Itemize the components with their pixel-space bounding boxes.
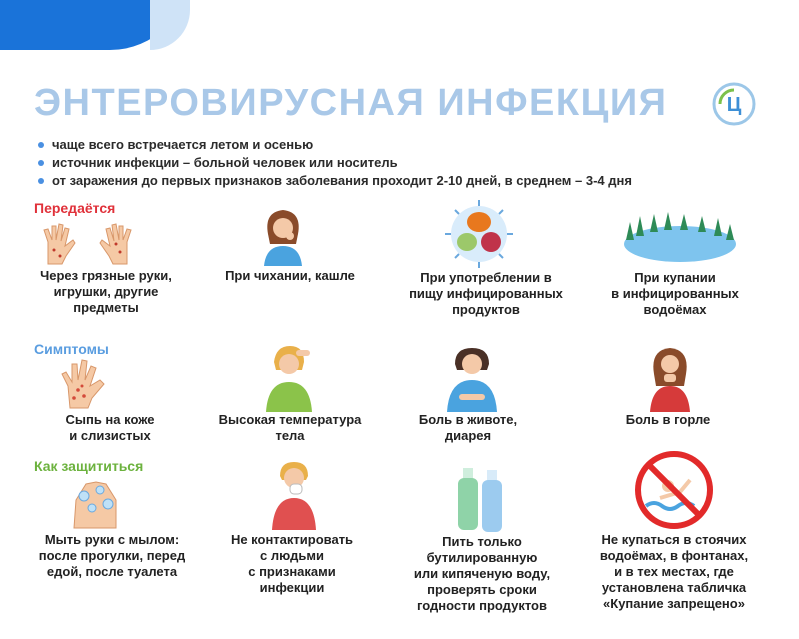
symptom-stomach-caption: Боль в животе, диарея: [418, 412, 518, 443]
protect-wash-caption: Мыть руки с мылом: после прогулки, перед едой, после туалета: [38, 532, 186, 579]
sore-throat-person-icon: [648, 344, 692, 412]
transmit-water-caption: При купании в инфицированных водоёмах: [611, 270, 739, 317]
symptom-rash-caption: Сыпь на коже и слизистых: [65, 412, 155, 443]
transmit-food-caption: При употреблении в пищу инфицированных продуктов: [409, 270, 563, 317]
corner-decoration-accent: [150, 0, 190, 50]
sneezing-person-icon: [260, 204, 306, 266]
section-transmit-label: Передаётся: [34, 200, 116, 216]
transmit-hands-caption: Через грязные руки, игрушки, другие предметы: [40, 268, 172, 315]
symptom-throat-caption: Боль в горле: [625, 412, 711, 427]
fever-person-icon: [262, 342, 318, 412]
section-protect-label: Как защититься: [34, 458, 144, 474]
protect-water-caption: Пить только бутилированную или кипяченую воду, проверять сроки годности продуктов: [413, 534, 551, 613]
logo-icon: [710, 80, 758, 128]
fact-item: чаще всего встречается летом и осенью: [38, 136, 632, 154]
fact-list: [38, 136, 632, 190]
water-bottles-icon: [452, 462, 510, 534]
stomach-pain-person-icon: [445, 344, 499, 412]
transmit-sneeze-caption: При чихании, кашле: [225, 268, 355, 283]
protect-swim-caption: Не купаться в стоячих водоёмах, в фонтанах, и в тех местах, где установлена табличка «Купание запрещено»: [599, 532, 749, 611]
page-title: ЭНТЕРОВИРУСНАЯ ИНФЕКЦИЯ: [34, 82, 668, 124]
dirty-hands-icon: [40, 220, 135, 268]
logo-letter: Ц: [726, 94, 742, 116]
section-symptoms-label: Симптомы: [34, 341, 109, 357]
infected-food-icon: [443, 198, 515, 270]
pond-icon: [620, 208, 740, 268]
rash-hand-icon: [60, 356, 116, 412]
hand-washing-icon: [66, 474, 124, 530]
protect-contact-caption: Не контактировать с людьми с признаками инфекции: [230, 532, 354, 595]
fact-item: источник инфекции – больной человек или носитель: [38, 154, 632, 172]
fact-item: от заражения до первых признаков заболевания проходит 2-10 дней, в среднем – 3-4 дня: [38, 172, 632, 190]
coughing-person-icon: [270, 458, 318, 530]
no-swimming-sign-icon: [632, 448, 716, 532]
symptom-fever-caption: Высокая температура тела: [218, 412, 362, 443]
